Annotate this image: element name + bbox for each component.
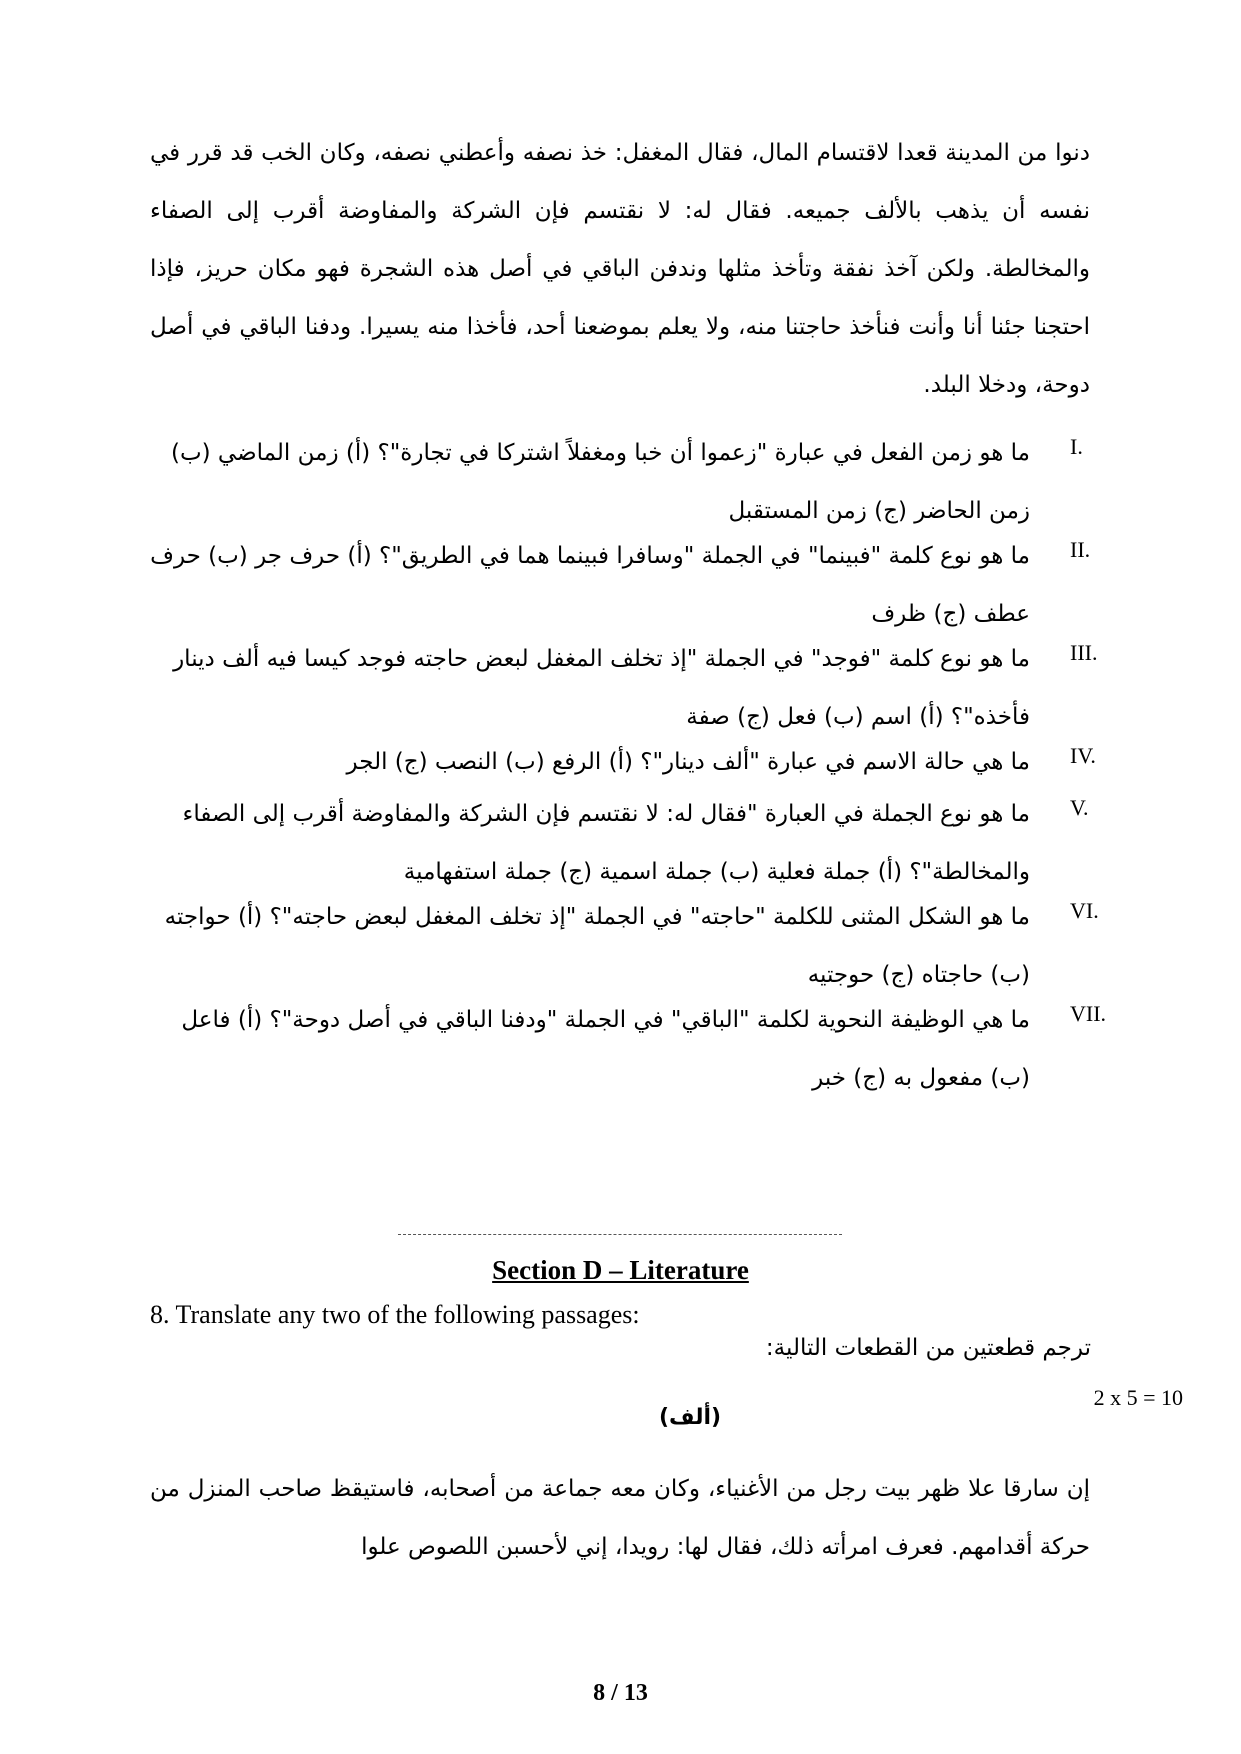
question-text: ما هو نوع الجملة في العبارة "فقال له: لا نقتسم فإن الشركة والمفاوضة أقرب إلى الصفاء والمخالطة"؟ (أ) جملة فعلية (ب) جملة اسمية (ج) جملة استفهامية xyxy=(182,801,1030,885)
question-number: III. xyxy=(1070,640,1098,665)
question-number: I. xyxy=(1070,434,1083,459)
question-item xyxy=(150,424,1160,540)
section-divider xyxy=(398,1234,842,1235)
question-number: IV. xyxy=(1070,743,1096,768)
question-text: ما هو زمن الفعل في عبارة "زعموا أن خبا ومغفلاً اشتركا في تجارة"؟ (أ) زمن الماضي (ب) زمن الحاضر (ج) زمن المستقبل xyxy=(171,440,1030,524)
question-item xyxy=(150,527,1160,643)
passage-subheading: (ألف) xyxy=(658,1405,722,1430)
question-text: ما هي الوظيفة النحوية لكلمة "الباقي" في الجملة "ودفنا الباقي في أصل دوحة"؟ (أ) فاعل (ب) مفعول به (ج) خبر xyxy=(181,1007,1030,1091)
question-item xyxy=(150,785,1160,901)
question-text: ما هو الشكل المثنى للكلمة "حاجته" في الجملة "إذ تخلف المغفل لبعض حاجته"؟ (أ) حواجته (ب) حاجتاه (ج) حوجتيه xyxy=(164,904,1030,988)
question-number: VI. xyxy=(1070,898,1099,923)
question-item xyxy=(150,630,1160,746)
section-title: Section D – Literature xyxy=(492,1255,749,1285)
question-number: V. xyxy=(1070,795,1089,820)
question-item xyxy=(150,888,1160,1004)
question-8-english: 8. Translate any two of the following passages: xyxy=(150,1300,640,1329)
question-number: II. xyxy=(1070,537,1091,562)
question-number: VII. xyxy=(1070,1001,1107,1026)
question-item xyxy=(150,991,1160,1107)
question-text: ما هو نوع كلمة "فوجد" في الجملة "إذ تخلف المغفل لبعض حاجته فوجد كيسا فيه ألف دينار فأخذه"؟ (أ) اسم (ب) فعل (ج) صفة xyxy=(173,646,1030,730)
page-number: 8 / 13 xyxy=(593,1680,648,1706)
question-text: ما هي حالة الاسم في عبارة "ألف دينار"؟ (أ) الرفع (ب) النصب (ج) الجر xyxy=(346,749,1030,775)
question-text: ما هو نوع كلمة "فبينما" في الجملة "وسافرا فبينما هما في الطريق"؟ (أ) حرف جر (ب) حرف عطف (ج) ظرف xyxy=(150,543,1030,627)
question-8-arabic: ترجم قطعتين من القطعات التالية: xyxy=(765,1335,1091,1361)
passage-top: دنوا من المدينة قعدا لاقتسام المال، فقال المغفل: خذ نصفه وأعطني نصفه، وكان الخب قد قرر في نفسه أن يذهب بالألف جميعه. فقال له: لا نقتسم فإن الشركة والمفاوضة أقرب إلى الصفاء والمخالطة. ولكن آخذ نفقة وتأخذ مثلها وندفن الباقي في أصل هذه الشجرة فهو مكان حريز، فإذا احتجنا جئنا أنا وأنت فنأخذ حاجتنا منه، ولا يعلم بموضعنا أحد، فأخذا منه يسيرا. ودفنا الباقي في أصل دوحة، ودخلا البلد. xyxy=(150,140,1090,398)
passage-bottom: إن سارقا علا ظهر بيت رجل من الأغنياء، وكان معه جماعة من أصحابه، فاستيقظ صاحب المنزل من حركة أقدامهم. فعرف امرأته ذلك، فقال لها: رويدا، إني لأحسبن اللصوص علوا xyxy=(150,1476,1090,1560)
marks-allocation: 2 x 5 = 10 xyxy=(1093,1385,1183,1410)
